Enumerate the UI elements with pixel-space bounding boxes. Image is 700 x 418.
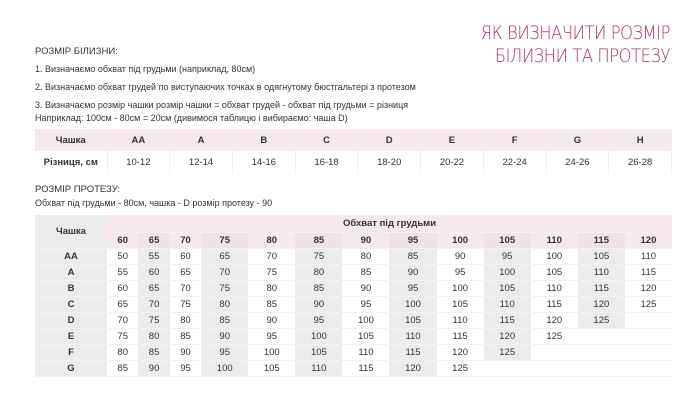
size-cell: 80 bbox=[248, 280, 295, 296]
page-title bbox=[481, 22, 670, 68]
size-cell: 115 bbox=[531, 296, 578, 312]
size-cell: 115 bbox=[342, 360, 389, 376]
table-header-cell: Різниця, см bbox=[35, 151, 107, 173]
size-cell: 85 bbox=[295, 280, 342, 296]
cup-cell: D bbox=[358, 129, 421, 151]
size-cell: 80 bbox=[170, 312, 201, 328]
size-cell bbox=[578, 328, 625, 344]
size-cell: 115 bbox=[389, 344, 436, 360]
size-cell: 115 bbox=[484, 312, 531, 328]
column-header: 100 bbox=[437, 232, 484, 248]
column-header: 105 bbox=[484, 232, 531, 248]
table-row bbox=[35, 296, 672, 312]
cup-cell: A bbox=[170, 129, 233, 151]
row-header: C bbox=[35, 296, 107, 312]
column-header: 60 bbox=[107, 232, 138, 248]
size-cell: 95 bbox=[201, 344, 248, 360]
size-cell: 105 bbox=[342, 328, 389, 344]
size-cell: 120 bbox=[437, 344, 484, 360]
size-cell: 100 bbox=[248, 344, 295, 360]
table-row bbox=[35, 215, 672, 232]
size-cell: 80 bbox=[295, 264, 342, 280]
size-cell: 110 bbox=[531, 280, 578, 296]
size-cell: 100 bbox=[295, 328, 342, 344]
size-cell: 125 bbox=[578, 312, 625, 328]
size-cell: 100 bbox=[201, 360, 248, 376]
row-header: D bbox=[35, 312, 107, 328]
table-row bbox=[35, 129, 672, 151]
size-cell: 60 bbox=[170, 248, 201, 264]
difference-cell: 18-20 bbox=[358, 151, 421, 173]
column-header: 120 bbox=[625, 232, 672, 248]
size-cell: 70 bbox=[138, 296, 169, 312]
prosthesis-heading: РОЗМІР ПРОТЕЗУ: bbox=[35, 184, 121, 195]
row-header: AA bbox=[35, 248, 107, 264]
size-cell: 110 bbox=[625, 248, 672, 264]
size-cell: 95 bbox=[248, 328, 295, 344]
size-cell: 70 bbox=[170, 280, 201, 296]
size-cell: 95 bbox=[389, 280, 436, 296]
size-cell: 85 bbox=[342, 264, 389, 280]
row-header: F bbox=[35, 344, 107, 360]
size-cell bbox=[625, 312, 672, 328]
prosthesis-example: Обхват під грудьми - 80см, чашка - D розмір протезу - 90 bbox=[35, 198, 273, 208]
size-cell: 120 bbox=[484, 328, 531, 344]
size-cell: 90 bbox=[437, 248, 484, 264]
size-cell: 95 bbox=[295, 312, 342, 328]
cup-cell: E bbox=[421, 129, 484, 151]
column-header: 85 bbox=[295, 232, 342, 248]
size-cell: 70 bbox=[201, 264, 248, 280]
size-cell: 110 bbox=[342, 344, 389, 360]
difference-cell: 26-28 bbox=[609, 151, 672, 173]
size-cell: 95 bbox=[437, 264, 484, 280]
size-cell: 125 bbox=[625, 296, 672, 312]
size-cell: 75 bbox=[295, 248, 342, 264]
size-cell: 110 bbox=[578, 264, 625, 280]
table-row bbox=[35, 264, 672, 280]
size-cell: 55 bbox=[138, 248, 169, 264]
size-cell: 60 bbox=[138, 264, 169, 280]
cup-cell: B bbox=[232, 129, 295, 151]
size-cell: 120 bbox=[578, 296, 625, 312]
column-header: 110 bbox=[531, 232, 578, 248]
size-cell: 85 bbox=[389, 248, 436, 264]
size-cell: 120 bbox=[531, 312, 578, 328]
cup-cell: C bbox=[295, 129, 358, 151]
size-cell: 105 bbox=[248, 360, 295, 376]
size-cell bbox=[578, 360, 625, 376]
cup-cell: H bbox=[609, 129, 672, 151]
row-header: B bbox=[35, 280, 107, 296]
size-cell: 120 bbox=[389, 360, 436, 376]
step-1: 1. Визначаємо обхват під грудьми (наприклад, 80см) bbox=[35, 64, 256, 74]
column-header: 95 bbox=[389, 232, 436, 248]
size-cell: 110 bbox=[389, 328, 436, 344]
table-header-cell: Чашка bbox=[35, 129, 107, 151]
table-row bbox=[35, 344, 672, 360]
column-header: 80 bbox=[248, 232, 295, 248]
size-cell bbox=[484, 360, 531, 376]
difference-cell: 12-14 bbox=[170, 151, 233, 173]
size-cell: 60 bbox=[107, 280, 138, 296]
difference-cell: 14-16 bbox=[232, 151, 295, 173]
size-cell: 120 bbox=[625, 280, 672, 296]
size-cell: 100 bbox=[437, 280, 484, 296]
difference-cell: 24-26 bbox=[546, 151, 609, 173]
size-cell: 80 bbox=[342, 248, 389, 264]
lingerie-heading: РОЗМІР БІЛИЗНИ: bbox=[35, 46, 118, 57]
size-cell: 85 bbox=[107, 360, 138, 376]
step-2: 2. Визначаємо обхват грудей по виступаючих точках в одягнутому бюстгальтері з протезом bbox=[35, 82, 416, 92]
size-cell: 100 bbox=[531, 248, 578, 264]
column-header: 65 bbox=[138, 232, 169, 248]
size-cell: 105 bbox=[484, 280, 531, 296]
step-3: 3. Визначаємо розмір чашки розмір чашки = обхват грудей - обхват під грудьми = різниця bbox=[35, 100, 409, 110]
table-row bbox=[35, 360, 672, 376]
size-cell: 110 bbox=[484, 296, 531, 312]
column-header: 70 bbox=[170, 232, 201, 248]
size-cell: 85 bbox=[138, 344, 169, 360]
size-cell: 100 bbox=[484, 264, 531, 280]
cup-cell: F bbox=[483, 129, 546, 151]
prosthesis-size-table bbox=[35, 215, 672, 377]
size-cell: 100 bbox=[389, 296, 436, 312]
size-cell: 65 bbox=[170, 264, 201, 280]
size-cell: 70 bbox=[248, 248, 295, 264]
difference-cell: 16-18 bbox=[295, 151, 358, 173]
title-line: БІЛИЗНИ ТА ПРОТЕЗУ bbox=[494, 45, 670, 67]
size-cell: 70 bbox=[107, 312, 138, 328]
size-cell: 95 bbox=[342, 296, 389, 312]
table-row bbox=[35, 280, 672, 296]
size-cell: 100 bbox=[342, 312, 389, 328]
size-cell: 75 bbox=[201, 280, 248, 296]
size-cell: 75 bbox=[107, 328, 138, 344]
table-row bbox=[35, 248, 672, 264]
cup-cell: AA bbox=[107, 129, 170, 151]
size-cell: 55 bbox=[107, 264, 138, 280]
size-cell bbox=[578, 344, 625, 360]
size-cell: 115 bbox=[437, 328, 484, 344]
size-cell: 80 bbox=[201, 296, 248, 312]
cup-difference-table bbox=[35, 129, 672, 173]
size-cell: 75 bbox=[138, 312, 169, 328]
size-cell: 90 bbox=[295, 296, 342, 312]
difference-cell: 10-12 bbox=[107, 151, 170, 173]
size-cell: 85 bbox=[248, 296, 295, 312]
size-cell: 65 bbox=[107, 296, 138, 312]
row-header: G bbox=[35, 360, 107, 376]
size-cell: 95 bbox=[484, 248, 531, 264]
size-cell: 110 bbox=[295, 360, 342, 376]
size-cell: 85 bbox=[201, 312, 248, 328]
size-cell bbox=[625, 344, 672, 360]
size-cell: 80 bbox=[107, 344, 138, 360]
table-row bbox=[35, 312, 672, 328]
size-cell: 105 bbox=[578, 248, 625, 264]
size-cell: 125 bbox=[484, 344, 531, 360]
size-cell bbox=[625, 328, 672, 344]
example-text: Наприклад: 100см - 80см = 20см (дивимося таблицю і вибираємо: чаша D) bbox=[35, 113, 348, 123]
table-row bbox=[35, 151, 672, 173]
size-cell: 90 bbox=[138, 360, 169, 376]
size-cell: 105 bbox=[295, 344, 342, 360]
row-header: E bbox=[35, 328, 107, 344]
size-cell: 125 bbox=[531, 328, 578, 344]
size-cell: 90 bbox=[389, 264, 436, 280]
size-cell: 80 bbox=[138, 328, 169, 344]
table-header-cell: Обхват під грудьми bbox=[107, 215, 672, 232]
size-cell: 50 bbox=[107, 248, 138, 264]
size-cell: 75 bbox=[170, 296, 201, 312]
table-row bbox=[35, 328, 672, 344]
size-cell: 85 bbox=[170, 328, 201, 344]
title-line: ЯК ВИЗНАЧИТИ РОЗМІР bbox=[480, 22, 670, 44]
table-row bbox=[35, 232, 672, 248]
size-cell: 90 bbox=[170, 344, 201, 360]
size-cell: 105 bbox=[531, 264, 578, 280]
size-cell: 65 bbox=[138, 280, 169, 296]
size-cell: 105 bbox=[389, 312, 436, 328]
column-header: 75 bbox=[201, 232, 248, 248]
size-cell: 115 bbox=[625, 264, 672, 280]
size-cell: 95 bbox=[170, 360, 201, 376]
row-header: A bbox=[35, 264, 107, 280]
difference-cell: 20-22 bbox=[421, 151, 484, 173]
size-cell bbox=[531, 344, 578, 360]
column-header: 90 bbox=[342, 232, 389, 248]
size-cell bbox=[531, 360, 578, 376]
size-cell: 65 bbox=[201, 248, 248, 264]
size-cell: 125 bbox=[437, 360, 484, 376]
cup-cell: G bbox=[546, 129, 609, 151]
size-cell: 75 bbox=[248, 264, 295, 280]
size-cell: 90 bbox=[248, 312, 295, 328]
size-cell: 115 bbox=[578, 280, 625, 296]
table-header-cell: Чашка bbox=[35, 215, 107, 248]
size-cell: 105 bbox=[437, 296, 484, 312]
size-cell bbox=[625, 360, 672, 376]
size-cell: 110 bbox=[437, 312, 484, 328]
size-cell: 90 bbox=[201, 328, 248, 344]
size-cell: 90 bbox=[342, 280, 389, 296]
column-header: 115 bbox=[578, 232, 625, 248]
difference-cell: 22-24 bbox=[483, 151, 546, 173]
